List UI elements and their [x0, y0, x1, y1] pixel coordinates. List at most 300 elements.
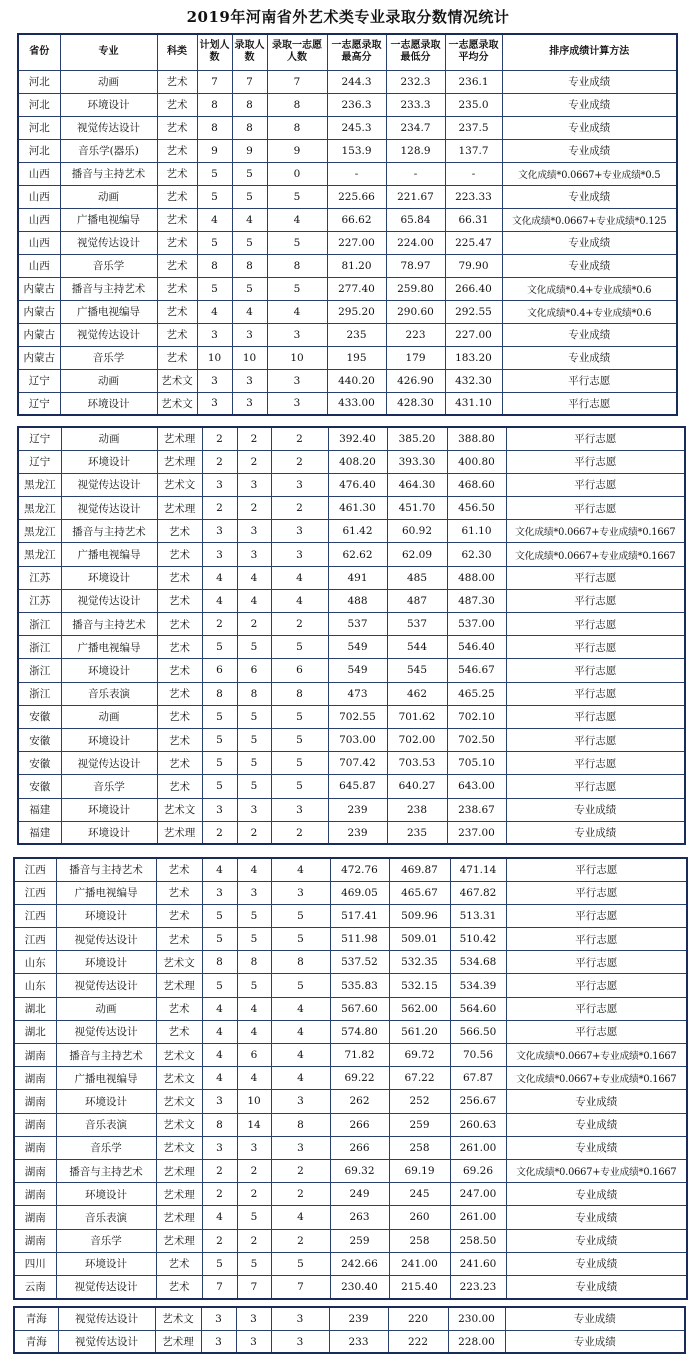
- cell-category: 艺术文: [157, 392, 197, 415]
- table-row: [14, 997, 687, 1020]
- cell-plan-count: 8: [197, 93, 232, 116]
- cell-ranking-method: 专业成绩: [506, 1136, 687, 1159]
- table-row: [18, 116, 677, 139]
- cell-avg-score: 237.5: [445, 116, 502, 139]
- table-header-row: [18, 34, 677, 70]
- cell-plan-count: 2: [202, 1183, 237, 1206]
- cell-province: 辽宁: [18, 427, 61, 450]
- cell-category: 艺术文: [157, 473, 202, 496]
- table-row: [18, 589, 685, 612]
- cell-province: 湖南: [14, 1206, 56, 1229]
- cell-plan-count: 5: [197, 185, 232, 208]
- cell-avg-score: 467.82: [450, 881, 506, 904]
- cell-max-score: 69.32: [330, 1159, 389, 1182]
- cell-avg-score: 61.10: [447, 520, 506, 543]
- cell-admit-count: 2: [237, 427, 271, 450]
- cell-min-score: 65.84: [386, 208, 445, 231]
- cell-min-score: 258: [389, 1136, 450, 1159]
- table-row: [18, 427, 685, 450]
- cell-min-score: 562.00: [389, 997, 450, 1020]
- cell-min-score: 252: [389, 1090, 450, 1113]
- cell-major: 音乐学: [60, 254, 157, 277]
- cell-min-score: 179: [386, 346, 445, 369]
- cell-first-choice-count: 5: [271, 1252, 330, 1275]
- cell-admit-count: 5: [237, 904, 271, 927]
- cell-max-score: 245.3: [327, 116, 386, 139]
- cell-ranking-method: 平行志愿: [506, 682, 685, 705]
- cell-min-score: 128.9: [386, 139, 445, 162]
- table-row: [14, 1067, 687, 1090]
- cell-min-score: 509.96: [389, 904, 450, 927]
- cell-avg-score: 256.67: [450, 1090, 506, 1113]
- cell-province: 山西: [18, 162, 60, 185]
- cell-max-score: 235: [327, 323, 386, 346]
- cell-admit-count: 7: [232, 70, 267, 93]
- cell-avg-score: 238.67: [447, 798, 506, 821]
- table-row: [14, 1330, 685, 1353]
- cell-max-score: -: [327, 162, 386, 185]
- cell-major: 音乐表演: [61, 682, 157, 705]
- table-row: [14, 1113, 687, 1136]
- cell-min-score: 290.60: [386, 300, 445, 323]
- cell-first-choice-count: 6: [271, 659, 328, 682]
- header-category: 科类: [157, 34, 197, 70]
- cell-first-choice-count: 8: [267, 93, 327, 116]
- cell-province: 河北: [18, 70, 60, 93]
- cell-province: 内蒙古: [18, 277, 60, 300]
- cell-min-score: 215.40: [389, 1275, 450, 1298]
- cell-major: 广播电视编导: [61, 543, 157, 566]
- cell-category: 艺术: [157, 323, 197, 346]
- cell-min-score: 238: [387, 798, 447, 821]
- cell-plan-count: 4: [202, 1206, 237, 1229]
- table-row: [18, 231, 677, 254]
- page-title: 2019年河南省外艺术类专业录取分数情况统计: [186, 8, 510, 26]
- cell-min-score: 532.35: [389, 951, 450, 974]
- cell-plan-count: 2: [202, 821, 237, 844]
- cell-category: 艺术: [156, 1020, 202, 1043]
- cell-first-choice-count: 5: [271, 775, 328, 798]
- cell-plan-count: 3: [202, 798, 237, 821]
- cell-category: 艺术: [157, 775, 202, 798]
- table-row: [18, 821, 685, 844]
- table-row: [18, 543, 685, 566]
- table-row: [14, 1183, 687, 1206]
- cell-major: 环境设计: [56, 1090, 156, 1113]
- cell-avg-score: 702.10: [447, 705, 506, 728]
- cell-category: 艺术理: [157, 450, 202, 473]
- cell-min-score: 487: [387, 589, 447, 612]
- cell-first-choice-count: 4: [271, 997, 330, 1020]
- cell-min-score: 62.09: [387, 543, 447, 566]
- cell-admit-count: 3: [232, 392, 267, 415]
- cell-province: 浙江: [18, 613, 61, 636]
- cell-first-choice-count: 4: [271, 1067, 330, 1090]
- cell-province: 山西: [18, 185, 60, 208]
- cell-category: 艺术理: [157, 821, 202, 844]
- cell-first-choice-count: 5: [271, 636, 328, 659]
- cell-plan-count: 3: [201, 1307, 236, 1330]
- cell-ranking-method: 专业成绩: [506, 798, 685, 821]
- cell-plan-count: 5: [202, 728, 237, 751]
- cell-major: 环境设计: [56, 904, 156, 927]
- score-table-part-4: [13, 1306, 686, 1354]
- table-row: [14, 1090, 687, 1113]
- cell-category: 艺术: [157, 300, 197, 323]
- cell-first-choice-count: 2: [271, 450, 328, 473]
- cell-category: 艺术: [157, 93, 197, 116]
- cell-ranking-method: 专业成绩: [505, 1307, 685, 1330]
- cell-avg-score: 534.68: [450, 951, 506, 974]
- cell-province: 江苏: [18, 589, 61, 612]
- cell-max-score: 66.62: [327, 208, 386, 231]
- cell-ranking-method: 平行志愿: [506, 752, 685, 775]
- cell-admit-count: 5: [232, 162, 267, 185]
- cell-admit-count: 3: [236, 1330, 271, 1353]
- cell-plan-count: 3: [202, 543, 237, 566]
- cell-province: 湖南: [14, 1090, 56, 1113]
- table-row: [18, 300, 677, 323]
- cell-ranking-method: 文化成绩*0.0667+专业成绩*0.1667: [506, 1159, 687, 1182]
- cell-avg-score: 261.00: [450, 1136, 506, 1159]
- cell-ranking-method: 平行志愿: [502, 369, 677, 392]
- table-row: [18, 162, 677, 185]
- table-row: [14, 881, 687, 904]
- table-row: [18, 323, 677, 346]
- cell-avg-score: 223.33: [445, 185, 502, 208]
- cell-admit-count: 5: [232, 231, 267, 254]
- cell-max-score: 263: [330, 1206, 389, 1229]
- cell-category: 艺术: [156, 997, 202, 1020]
- cell-plan-count: 7: [202, 1275, 237, 1298]
- cell-ranking-method: 平行志愿: [506, 659, 685, 682]
- cell-plan-count: 4: [202, 858, 237, 881]
- cell-max-score: 71.82: [330, 1044, 389, 1067]
- cell-province: 辽宁: [18, 369, 60, 392]
- cell-ranking-method: 专业成绩: [502, 93, 677, 116]
- cell-major: 视觉传达设计: [61, 752, 157, 775]
- cell-admit-count: 5: [237, 705, 271, 728]
- cell-max-score: 62.62: [328, 543, 387, 566]
- cell-admit-count: 9: [232, 139, 267, 162]
- table-row: [18, 497, 685, 520]
- cell-first-choice-count: 2: [271, 497, 328, 520]
- cell-plan-count: 4: [202, 566, 237, 589]
- cell-admit-count: 2: [237, 1229, 271, 1252]
- cell-admit-count: 3: [232, 323, 267, 346]
- cell-first-choice-count: 3: [271, 881, 330, 904]
- cell-admit-count: 4: [237, 1067, 271, 1090]
- cell-category: 艺术: [157, 208, 197, 231]
- cell-first-choice-count: 0: [267, 162, 327, 185]
- cell-max-score: 195: [327, 346, 386, 369]
- cell-plan-count: 8: [197, 254, 232, 277]
- cell-province: 江西: [14, 928, 56, 951]
- cell-ranking-method: 专业成绩: [505, 1330, 685, 1353]
- cell-major: 环境设计: [61, 450, 157, 473]
- cell-plan-count: 2: [202, 1159, 237, 1182]
- cell-first-choice-count: 9: [267, 139, 327, 162]
- cell-min-score: 485: [387, 566, 447, 589]
- cell-ranking-method: 文化成绩*0.0667+专业成绩*0.5: [502, 162, 677, 185]
- cell-admit-count: 4: [237, 1020, 271, 1043]
- table-row: [18, 139, 677, 162]
- cell-first-choice-count: 4: [271, 1044, 330, 1067]
- cell-category: 艺术理: [156, 974, 202, 997]
- cell-plan-count: 2: [202, 497, 237, 520]
- table-row: [18, 369, 677, 392]
- cell-min-score: 245: [389, 1183, 450, 1206]
- table-row: [18, 346, 677, 369]
- cell-category: 艺术: [157, 231, 197, 254]
- cell-avg-score: 513.31: [450, 904, 506, 927]
- cell-first-choice-count: 5: [271, 904, 330, 927]
- cell-avg-score: 69.26: [450, 1159, 506, 1182]
- cell-plan-count: 3: [202, 473, 237, 496]
- cell-avg-score: 183.20: [445, 346, 502, 369]
- cell-admit-count: 14: [237, 1113, 271, 1136]
- cell-min-score: 544: [387, 636, 447, 659]
- cell-admit-count: 3: [237, 881, 271, 904]
- cell-min-score: 428.30: [386, 392, 445, 415]
- cell-avg-score: 537.00: [447, 613, 506, 636]
- cell-province: 湖南: [14, 1067, 56, 1090]
- cell-first-choice-count: 5: [271, 752, 328, 775]
- cell-province: 黑龙江: [18, 497, 61, 520]
- cell-category: 艺术理: [155, 1330, 201, 1353]
- table-row: [18, 752, 685, 775]
- cell-major: 视觉传达设计: [61, 589, 157, 612]
- cell-first-choice-count: 2: [271, 1183, 330, 1206]
- table-row: [18, 392, 677, 415]
- table-row: [18, 728, 685, 751]
- cell-admit-count: 5: [237, 636, 271, 659]
- cell-category: 艺术: [157, 705, 202, 728]
- cell-ranking-method: 专业成绩: [506, 1252, 687, 1275]
- cell-admit-count: 8: [232, 93, 267, 116]
- cell-major: 动画: [60, 185, 157, 208]
- cell-plan-count: 10: [197, 346, 232, 369]
- cell-min-score: 532.15: [389, 974, 450, 997]
- cell-plan-count: 8: [197, 116, 232, 139]
- cell-max-score: 702.55: [328, 705, 387, 728]
- table-row: [14, 1020, 687, 1043]
- cell-avg-score: 431.10: [445, 392, 502, 415]
- cell-max-score: 230.40: [330, 1275, 389, 1298]
- cell-plan-count: 3: [202, 520, 237, 543]
- cell-first-choice-count: 2: [271, 1159, 330, 1182]
- cell-category: 艺术: [157, 520, 202, 543]
- cell-ranking-method: 平行志愿: [506, 728, 685, 751]
- cell-category: 艺术: [157, 728, 202, 751]
- header-major: 专业: [60, 34, 157, 70]
- cell-admit-count: 2: [237, 1183, 271, 1206]
- cell-first-choice-count: 2: [271, 427, 328, 450]
- cell-admit-count: 4: [237, 858, 271, 881]
- cell-first-choice-count: 4: [271, 858, 330, 881]
- cell-min-score: 223: [386, 323, 445, 346]
- table-row: [14, 1275, 687, 1298]
- cell-province: 湖南: [14, 1136, 56, 1159]
- cell-admit-count: 8: [237, 951, 271, 974]
- cell-category: 艺术理: [156, 1159, 202, 1182]
- cell-first-choice-count: 7: [267, 70, 327, 93]
- cell-min-score: 703.53: [387, 752, 447, 775]
- cell-plan-count: 8: [202, 951, 237, 974]
- table-row: [18, 705, 685, 728]
- cell-avg-score: 643.00: [447, 775, 506, 798]
- header-first-choice-count: 录取一志愿人数: [267, 34, 327, 70]
- cell-admit-count: 4: [237, 566, 271, 589]
- cell-first-choice-count: 8: [271, 1113, 330, 1136]
- cell-max-score: 408.20: [328, 450, 387, 473]
- cell-avg-score: 260.63: [450, 1113, 506, 1136]
- cell-ranking-method: 专业成绩: [502, 323, 677, 346]
- cell-ranking-method: 专业成绩: [506, 1229, 687, 1252]
- cell-province: 湖南: [14, 1113, 56, 1136]
- header-avg-score: 一志愿录取平均分: [445, 34, 502, 70]
- cell-avg-score: 292.55: [445, 300, 502, 323]
- cell-major: 音乐学: [56, 1136, 156, 1159]
- cell-first-choice-count: 5: [267, 231, 327, 254]
- cell-major: 环境设计: [61, 728, 157, 751]
- cell-min-score: 233.3: [386, 93, 445, 116]
- cell-avg-score: 488.00: [447, 566, 506, 589]
- cell-first-choice-count: 7: [271, 1275, 330, 1298]
- header-min-score: 一志愿录取最低分: [386, 34, 445, 70]
- cell-plan-count: 2: [202, 427, 237, 450]
- cell-first-choice-count: 4: [267, 300, 327, 323]
- cell-avg-score: 266.40: [445, 277, 502, 300]
- cell-max-score: 574.80: [330, 1020, 389, 1043]
- cell-avg-score: 223.23: [450, 1275, 506, 1298]
- cell-min-score: 221.67: [386, 185, 445, 208]
- cell-admit-count: 5: [232, 277, 267, 300]
- cell-category: 艺术: [157, 254, 197, 277]
- cell-plan-count: 5: [197, 162, 232, 185]
- cell-category: 艺术: [157, 70, 197, 93]
- cell-category: 艺术: [157, 116, 197, 139]
- cell-major: 播音与主持艺术: [56, 1159, 156, 1182]
- cell-max-score: 233: [329, 1330, 388, 1353]
- cell-max-score: 535.83: [330, 974, 389, 997]
- cell-max-score: 537: [328, 613, 387, 636]
- score-table-part-1: [17, 33, 678, 416]
- cell-plan-count: 2: [202, 613, 237, 636]
- cell-ranking-method: 专业成绩: [502, 346, 677, 369]
- cell-major: 播音与主持艺术: [56, 1044, 156, 1067]
- cell-category: 艺术文: [156, 1044, 202, 1067]
- cell-max-score: 277.40: [327, 277, 386, 300]
- cell-first-choice-count: 2: [271, 1229, 330, 1252]
- cell-province: 湖南: [14, 1229, 56, 1252]
- cell-avg-score: 67.87: [450, 1067, 506, 1090]
- cell-admit-count: 3: [232, 369, 267, 392]
- cell-ranking-method: 平行志愿: [506, 705, 685, 728]
- cell-avg-score: 566.50: [450, 1020, 506, 1043]
- cell-admit-count: 2: [237, 450, 271, 473]
- cell-max-score: 472.76: [330, 858, 389, 881]
- cell-min-score: 241.00: [389, 1252, 450, 1275]
- table-row: [18, 798, 685, 821]
- cell-first-choice-count: 10: [267, 346, 327, 369]
- cell-ranking-method: 文化成绩*0.0667+专业成绩*0.1667: [506, 1044, 687, 1067]
- cell-category: 艺术文: [156, 1090, 202, 1113]
- cell-min-score: 222: [388, 1330, 448, 1353]
- cell-admit-count: 2: [237, 821, 271, 844]
- cell-avg-score: 471.14: [450, 858, 506, 881]
- cell-plan-count: 5: [197, 231, 232, 254]
- cell-admit-count: 6: [237, 659, 271, 682]
- cell-plan-count: 5: [202, 928, 237, 951]
- cell-category: 艺术理: [156, 1183, 202, 1206]
- cell-avg-score: 400.80: [447, 450, 506, 473]
- cell-avg-score: 388.80: [447, 427, 506, 450]
- table-row: [14, 974, 687, 997]
- cell-major: 广播电视编导: [60, 300, 157, 323]
- cell-major: 视觉传达设计: [60, 116, 157, 139]
- cell-major: 动画: [61, 427, 157, 450]
- table-row: [18, 473, 685, 496]
- cell-max-score: 242.66: [330, 1252, 389, 1275]
- cell-min-score: 393.30: [387, 450, 447, 473]
- cell-admit-count: 2: [237, 613, 271, 636]
- cell-max-score: 473: [328, 682, 387, 705]
- cell-max-score: 567.60: [330, 997, 389, 1020]
- cell-admit-count: 8: [232, 116, 267, 139]
- cell-province: 湖北: [14, 997, 56, 1020]
- cell-category: 艺术: [156, 928, 202, 951]
- cell-category: 艺术文: [156, 1113, 202, 1136]
- cell-plan-count: 2: [202, 1229, 237, 1252]
- cell-max-score: 440.20: [327, 369, 386, 392]
- cell-min-score: 469.87: [389, 858, 450, 881]
- cell-category: 艺术文: [157, 798, 202, 821]
- cell-province: 山西: [18, 231, 60, 254]
- cell-plan-count: 3: [202, 1136, 237, 1159]
- cell-plan-count: 4: [202, 589, 237, 612]
- table-row: [18, 636, 685, 659]
- cell-admit-count: 5: [237, 775, 271, 798]
- cell-major: 播音与主持艺术: [60, 277, 157, 300]
- cell-admit-count: 3: [237, 543, 271, 566]
- cell-ranking-method: 平行志愿: [506, 997, 687, 1020]
- cell-min-score: 235: [387, 821, 447, 844]
- cell-plan-count: 4: [197, 208, 232, 231]
- cell-min-score: 464.30: [387, 473, 447, 496]
- cell-plan-count: 5: [202, 1252, 237, 1275]
- cell-avg-score: 137.7: [445, 139, 502, 162]
- cell-plan-count: 3: [197, 392, 232, 415]
- cell-first-choice-count: 3: [271, 1330, 329, 1353]
- cell-province: 山西: [18, 254, 60, 277]
- cell-ranking-method: 平行志愿: [506, 566, 685, 589]
- cell-major: 环境设计: [60, 93, 157, 116]
- cell-admit-count: 10: [232, 346, 267, 369]
- cell-min-score: 259: [389, 1113, 450, 1136]
- cell-major: 视觉传达设计: [56, 1020, 156, 1043]
- cell-province: 浙江: [18, 659, 61, 682]
- cell-ranking-method: 专业成绩: [502, 116, 677, 139]
- cell-major: 视觉传达设计: [60, 323, 157, 346]
- cell-avg-score: 241.60: [450, 1252, 506, 1275]
- cell-max-score: 249: [330, 1183, 389, 1206]
- cell-province: 湖南: [14, 1159, 56, 1182]
- table-row: [18, 450, 685, 473]
- cell-avg-score: 546.40: [447, 636, 506, 659]
- cell-first-choice-count: 3: [271, 1307, 329, 1330]
- cell-first-choice-count: 5: [271, 928, 330, 951]
